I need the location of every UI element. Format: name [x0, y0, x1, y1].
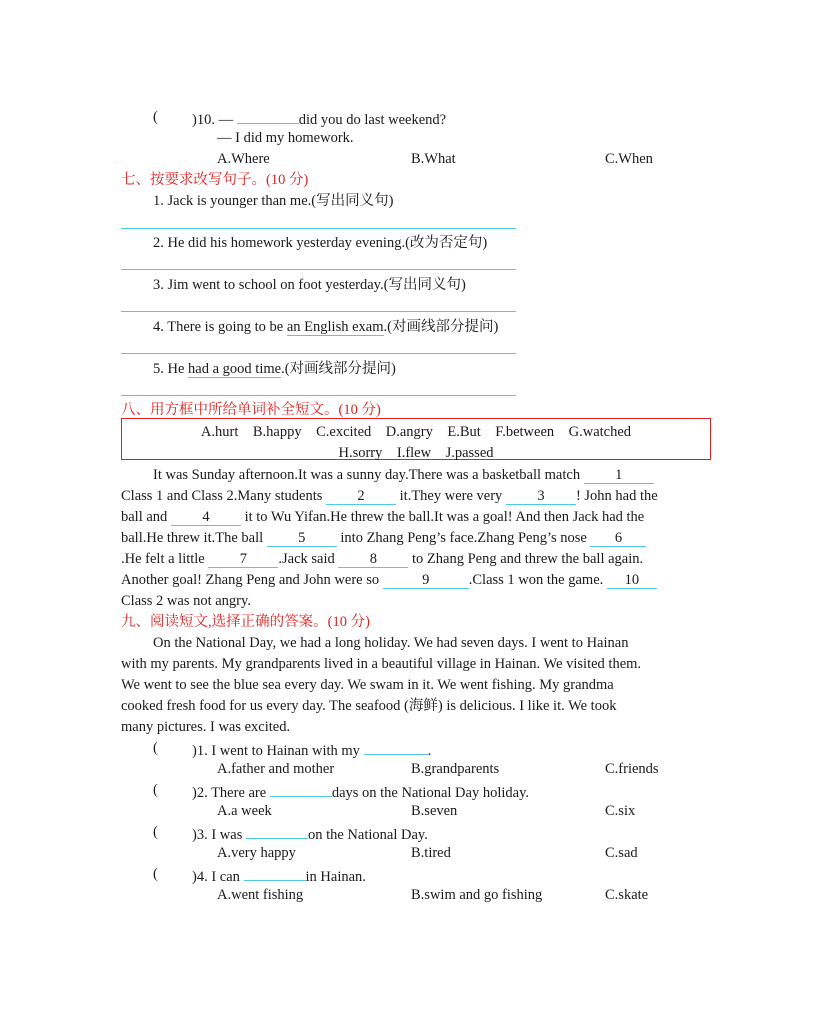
s8-text: It was Sunday afternoon.It was a sunny day.There was a basketball match — [153, 467, 581, 483]
s9-passage-line-4: cooked fresh food for us every day. The seafood (海鲜) is delicious. I like it. We took — [121, 698, 617, 714]
s7-answer-line-3[interactable] — [121, 311, 516, 312]
section9-heading: 九、阅读短文,选择正确的答案。(10 分) — [121, 614, 370, 630]
s8-text: into Zhang Peng’s face.Zhang Peng’s nose — [340, 530, 587, 546]
q10-paren: ( — [153, 109, 158, 125]
s9-q1-option-a[interactable]: A.father and mother — [217, 761, 335, 777]
s8-text: .Jack said — [278, 551, 335, 567]
s9-q3-paren: ( — [153, 824, 158, 840]
q10-blank[interactable] — [237, 107, 299, 124]
s7-item-5-underlined: had a good time — [188, 361, 282, 377]
s8-text: Class 1 and Class 2.Many students — [121, 488, 323, 504]
q10-stem — [192, 107, 446, 130]
section8-heading: 八、用方框中所给单词补全短文。(10 分) — [121, 402, 381, 418]
s9-passage-line-3: We went to see the blue sea every day. We swam in it. We went fishing. My grandma — [121, 677, 614, 693]
s9-q4-option-a[interactable]: A.went fishing — [217, 887, 304, 903]
s8-blank-6[interactable]: 6 — [590, 530, 646, 547]
s9-q4-stem — [192, 864, 366, 887]
s9-q3-after: on the National Day. — [307, 827, 428, 843]
s7-item-5-post: .(对画线部分提问) — [281, 361, 396, 377]
s9-passage-line-2: with my parents. My grandparents lived in a beautiful village in Hainan. We visited them. — [121, 656, 642, 672]
q10-answer: — I did my homework. — [217, 130, 354, 146]
s7-item-4-post: .(对画线部分提问) — [383, 319, 499, 335]
s9-q1-after: . — [427, 743, 432, 759]
s8-blank-1[interactable]: 1 — [584, 467, 654, 484]
s9-q2-number: )2. There are — [192, 785, 267, 801]
s9-q2-option-b[interactable]: B.seven — [411, 803, 458, 819]
s8-line-2 — [121, 486, 658, 506]
s9-q4-option-c[interactable]: C.skate — [605, 887, 649, 903]
s8-blank-4[interactable]: 4 — [171, 509, 241, 526]
s9-q4-paren: ( — [153, 866, 158, 882]
s7-answer-line-4[interactable] — [121, 353, 516, 354]
s7-item-5 — [153, 359, 396, 379]
s8-blank-2[interactable]: 2 — [326, 488, 396, 505]
s9-q4-option-b[interactable]: B.swim and go fishing — [411, 887, 543, 903]
s8-text: ! John had the — [575, 488, 658, 504]
s9-q3-number: )3. I was — [192, 827, 243, 843]
s9-q1-option-b[interactable]: B.grandparents — [411, 761, 500, 777]
s9-passage-line-5: many pictures. I was excited. — [121, 719, 291, 735]
s8-text: it to Wu Yifan.He threw the ball.It was a goal! And then Jack had the — [244, 509, 645, 525]
s8-blank-8[interactable]: 8 — [338, 551, 408, 568]
s9-q1-stem — [192, 738, 431, 761]
s9-q2-blank[interactable] — [270, 780, 332, 797]
s7-item-2: 2. He did his homework yesterday evening.(改为否定句) — [153, 235, 488, 251]
s8-line-1 — [153, 465, 654, 485]
s9-q2-option-c[interactable]: C.six — [605, 803, 636, 819]
s7-item-3: 3. Jim went to school on foot yesterday.(写出同义句) — [153, 277, 466, 293]
s8-line-3 — [121, 507, 644, 527]
s8-line-6 — [121, 570, 657, 590]
section7-heading: 七、按要求改写句子。(10 分) — [121, 172, 309, 188]
word-box-line-1: A.hurt B.happy C.excited D.angry E.But F.between G.watched — [200, 424, 632, 440]
s7-item-4 — [153, 317, 498, 337]
s9-q1-blank[interactable] — [364, 738, 428, 755]
s9-q2-after: days on the National Day holiday. — [331, 785, 530, 801]
s9-q3-stem — [192, 822, 428, 845]
s7-answer-line-5[interactable] — [121, 395, 516, 396]
q10-stem-text: did you do last weekend? — [298, 112, 447, 128]
word-box-line-2: H.sorry I.flew J.passed — [338, 445, 494, 461]
q10-number: )10. — — [192, 112, 234, 128]
s8-line-7: Class 2 was not angry. — [121, 593, 251, 609]
s7-item-4-underlined: an English exam — [286, 319, 384, 335]
s7-item-1: 1. Jack is younger than me.(写出同义句) — [153, 193, 394, 209]
s8-blank-3[interactable]: 3 — [506, 488, 576, 505]
q10-option-b[interactable]: B.What — [411, 151, 456, 167]
s8-text: ball and — [121, 509, 168, 525]
s9-q4-blank[interactable] — [244, 864, 306, 881]
s8-blank-7[interactable]: 7 — [208, 551, 278, 568]
s9-passage-line-1: On the National Day, we had a long holiday. We had seven days. I went to Hainan — [153, 635, 629, 651]
s8-text: to Zhang Peng and threw the ball again. — [412, 551, 644, 567]
s9-q1-paren: ( — [153, 740, 158, 756]
s8-text: ball.He threw it.The ball — [121, 530, 264, 546]
s8-text: it.They were very — [399, 488, 503, 504]
s9-q1-option-c[interactable]: C.friends — [605, 761, 659, 777]
s8-blank-9[interactable]: 9 — [383, 572, 469, 589]
s7-item-5-pre: 5. He — [153, 361, 189, 377]
s9-q4-number: )4. I can — [192, 869, 240, 885]
s9-q3-option-c[interactable]: C.sad — [605, 845, 638, 861]
s7-item-4-pre: 4. There is going to be — [153, 319, 287, 335]
s9-q3-blank[interactable] — [246, 822, 308, 839]
s8-text: Another goal! Zhang Peng and John were so — [121, 572, 380, 588]
s9-q2-stem — [192, 780, 529, 803]
s9-q3-option-b[interactable]: B.tired — [411, 845, 451, 861]
s8-text: .Class 1 won the game. — [468, 572, 604, 588]
s8-blank-10[interactable]: 10 — [607, 572, 657, 589]
s9-q2-paren: ( — [153, 782, 158, 798]
s9-q2-option-a[interactable]: A.a week — [217, 803, 272, 819]
q10-option-a[interactable]: A.Where — [217, 151, 270, 167]
s7-answer-line-1[interactable] — [121, 228, 516, 229]
s9-q3-option-a[interactable]: A.very happy — [217, 845, 296, 861]
s8-line-4 — [121, 528, 646, 548]
q10-option-c[interactable]: C.When — [605, 151, 653, 167]
s7-answer-line-2[interactable] — [121, 269, 516, 270]
s8-line-5 — [121, 549, 643, 569]
s9-q1-number: )1. I went to Hainan with my — [192, 743, 360, 759]
s8-blank-5[interactable]: 5 — [267, 530, 337, 547]
s9-q4-after: in Hainan. — [305, 869, 366, 885]
s8-text: .He felt a little — [121, 551, 205, 567]
